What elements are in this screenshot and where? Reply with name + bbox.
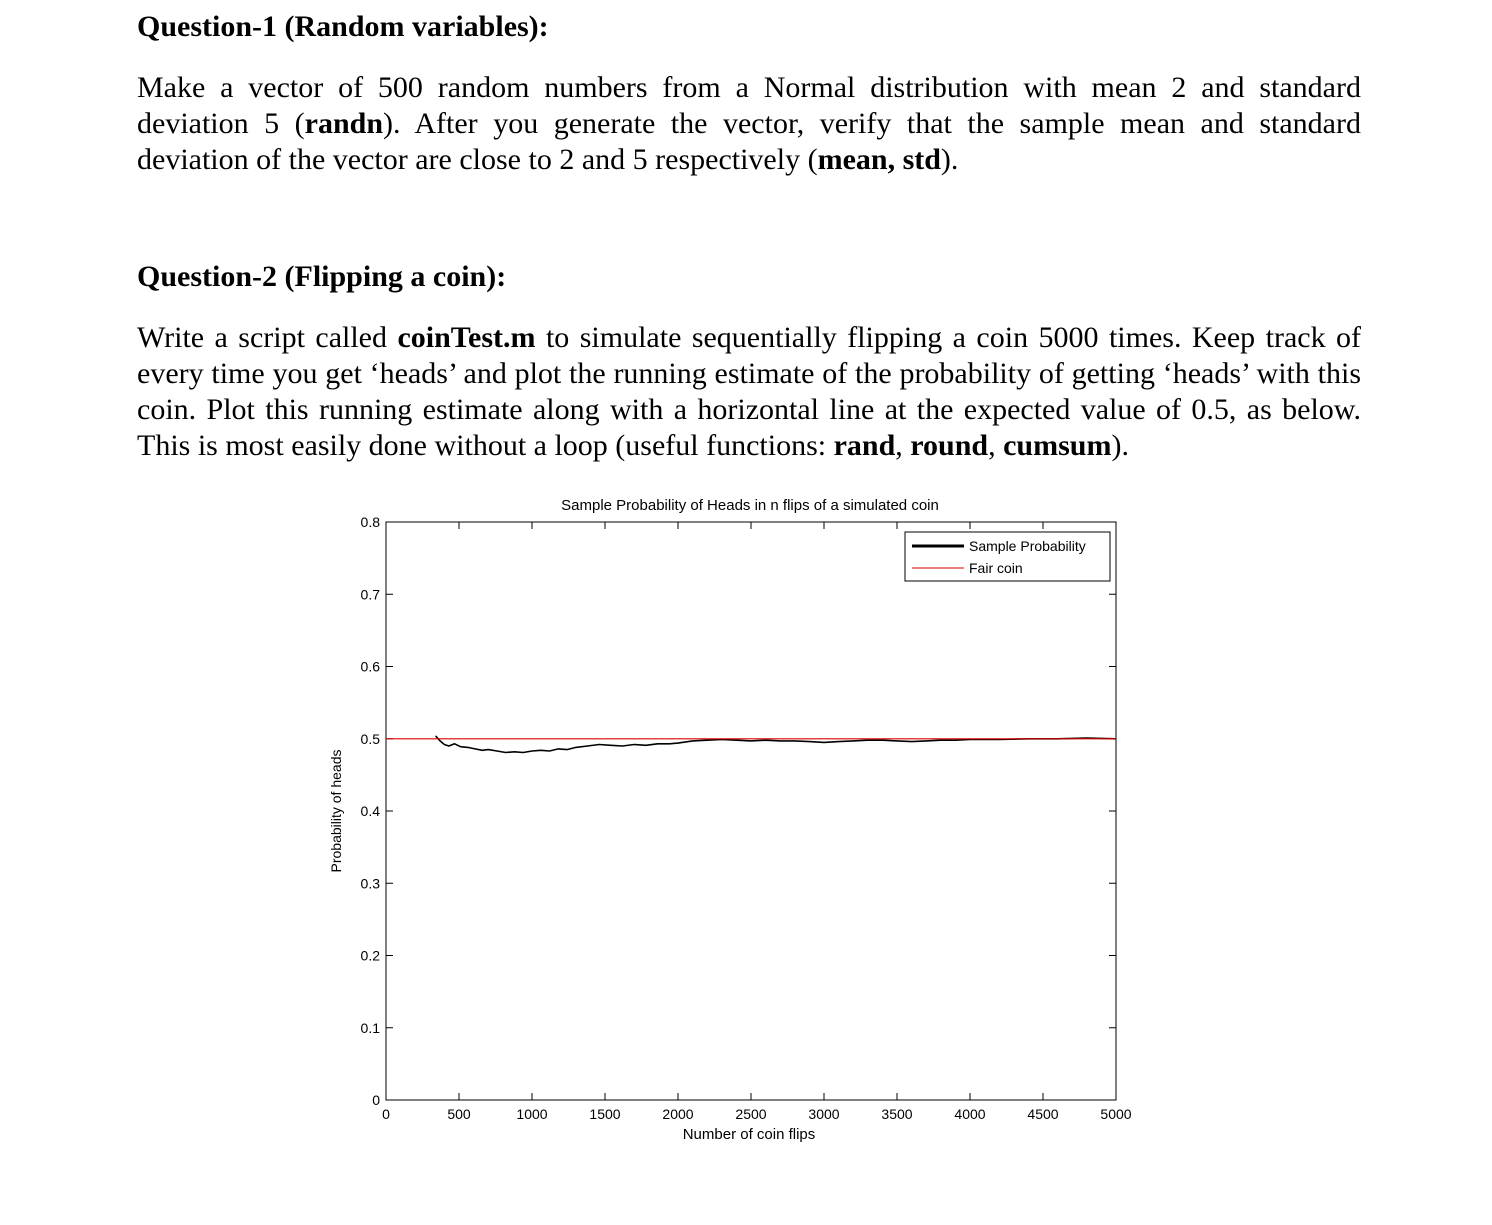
keyword-rand: rand	[833, 429, 896, 462]
plot-frame	[386, 522, 1116, 1100]
x-tick-label: 0	[382, 1106, 390, 1122]
question-2-text: Write a script called coinTest.m to simulate sequentially flipping a coin 5000 times. Keep track of every time you get ‘heads’ and plot the running estimate of the probability of getting ‘heads’ with this coin. Plot this running estimate along with a horizontal line at the expected value of 0.5, as below. This is most easily done without a loop (useful functions: rand, round, cumsum).	[137, 321, 1362, 462]
x-tick-label: 2000	[662, 1106, 694, 1122]
y-tick-label: 0.2	[360, 947, 380, 964]
x-tick-label: 4000	[954, 1106, 986, 1122]
keyword-cumsum: cumsum	[1003, 429, 1112, 462]
y-tick-label: 0.1	[360, 1019, 380, 1036]
x-tick-label: 1000	[516, 1106, 548, 1122]
x-tick-label: 3000	[808, 1106, 840, 1122]
x-axis-label: Number of coin flips	[682, 1126, 816, 1143]
y-tick-label: 0.5	[360, 730, 380, 747]
y-tick-label: 0	[372, 1092, 380, 1108]
y-tick-label: 0.7	[360, 586, 380, 603]
keyword-cointest: coinTest.m	[397, 321, 536, 354]
question-1-text: Make a vector of 500 random numbers from a Normal distribution with mean 2 and standard deviation 5 (randn). After you generate the vector, verify that the sample mean and standard deviation of the vector are close to 2 and 5 respectively (mean, std).	[137, 71, 1361, 176]
y-tick-label: 0.8	[360, 514, 380, 530]
x-tick-label: 1500	[589, 1106, 621, 1122]
y-axis-label: Probability of heads	[328, 749, 344, 873]
chart-title: Sample Probability of Heads in n flips of a simulated coin	[561, 497, 939, 514]
x-tick-label: 3500	[881, 1106, 913, 1122]
keyword-mean-std: mean, std	[817, 143, 941, 176]
x-tick-label: 4500	[1027, 1106, 1059, 1122]
legend-label-sample-probability: Sample Probability	[969, 538, 1086, 554]
keyword-randn: randn	[304, 107, 384, 140]
x-tick-label: 2500	[735, 1106, 767, 1122]
question-1-title: Question-1 (Random variables):	[137, 10, 549, 43]
legend-label-fair-coin: Fair coin	[969, 560, 1023, 576]
question-2-title: Question-2 (Flipping a coin):	[137, 260, 507, 293]
legend	[905, 532, 1110, 581]
keyword-round: round	[910, 429, 989, 462]
x-tick-label: 500	[447, 1106, 471, 1122]
y-tick-label: 0.3	[360, 875, 380, 892]
y-tick-label: 0.6	[360, 658, 380, 675]
x-tick-label: 5000	[1100, 1106, 1132, 1122]
y-tick-label: 0.4	[360, 803, 380, 819]
